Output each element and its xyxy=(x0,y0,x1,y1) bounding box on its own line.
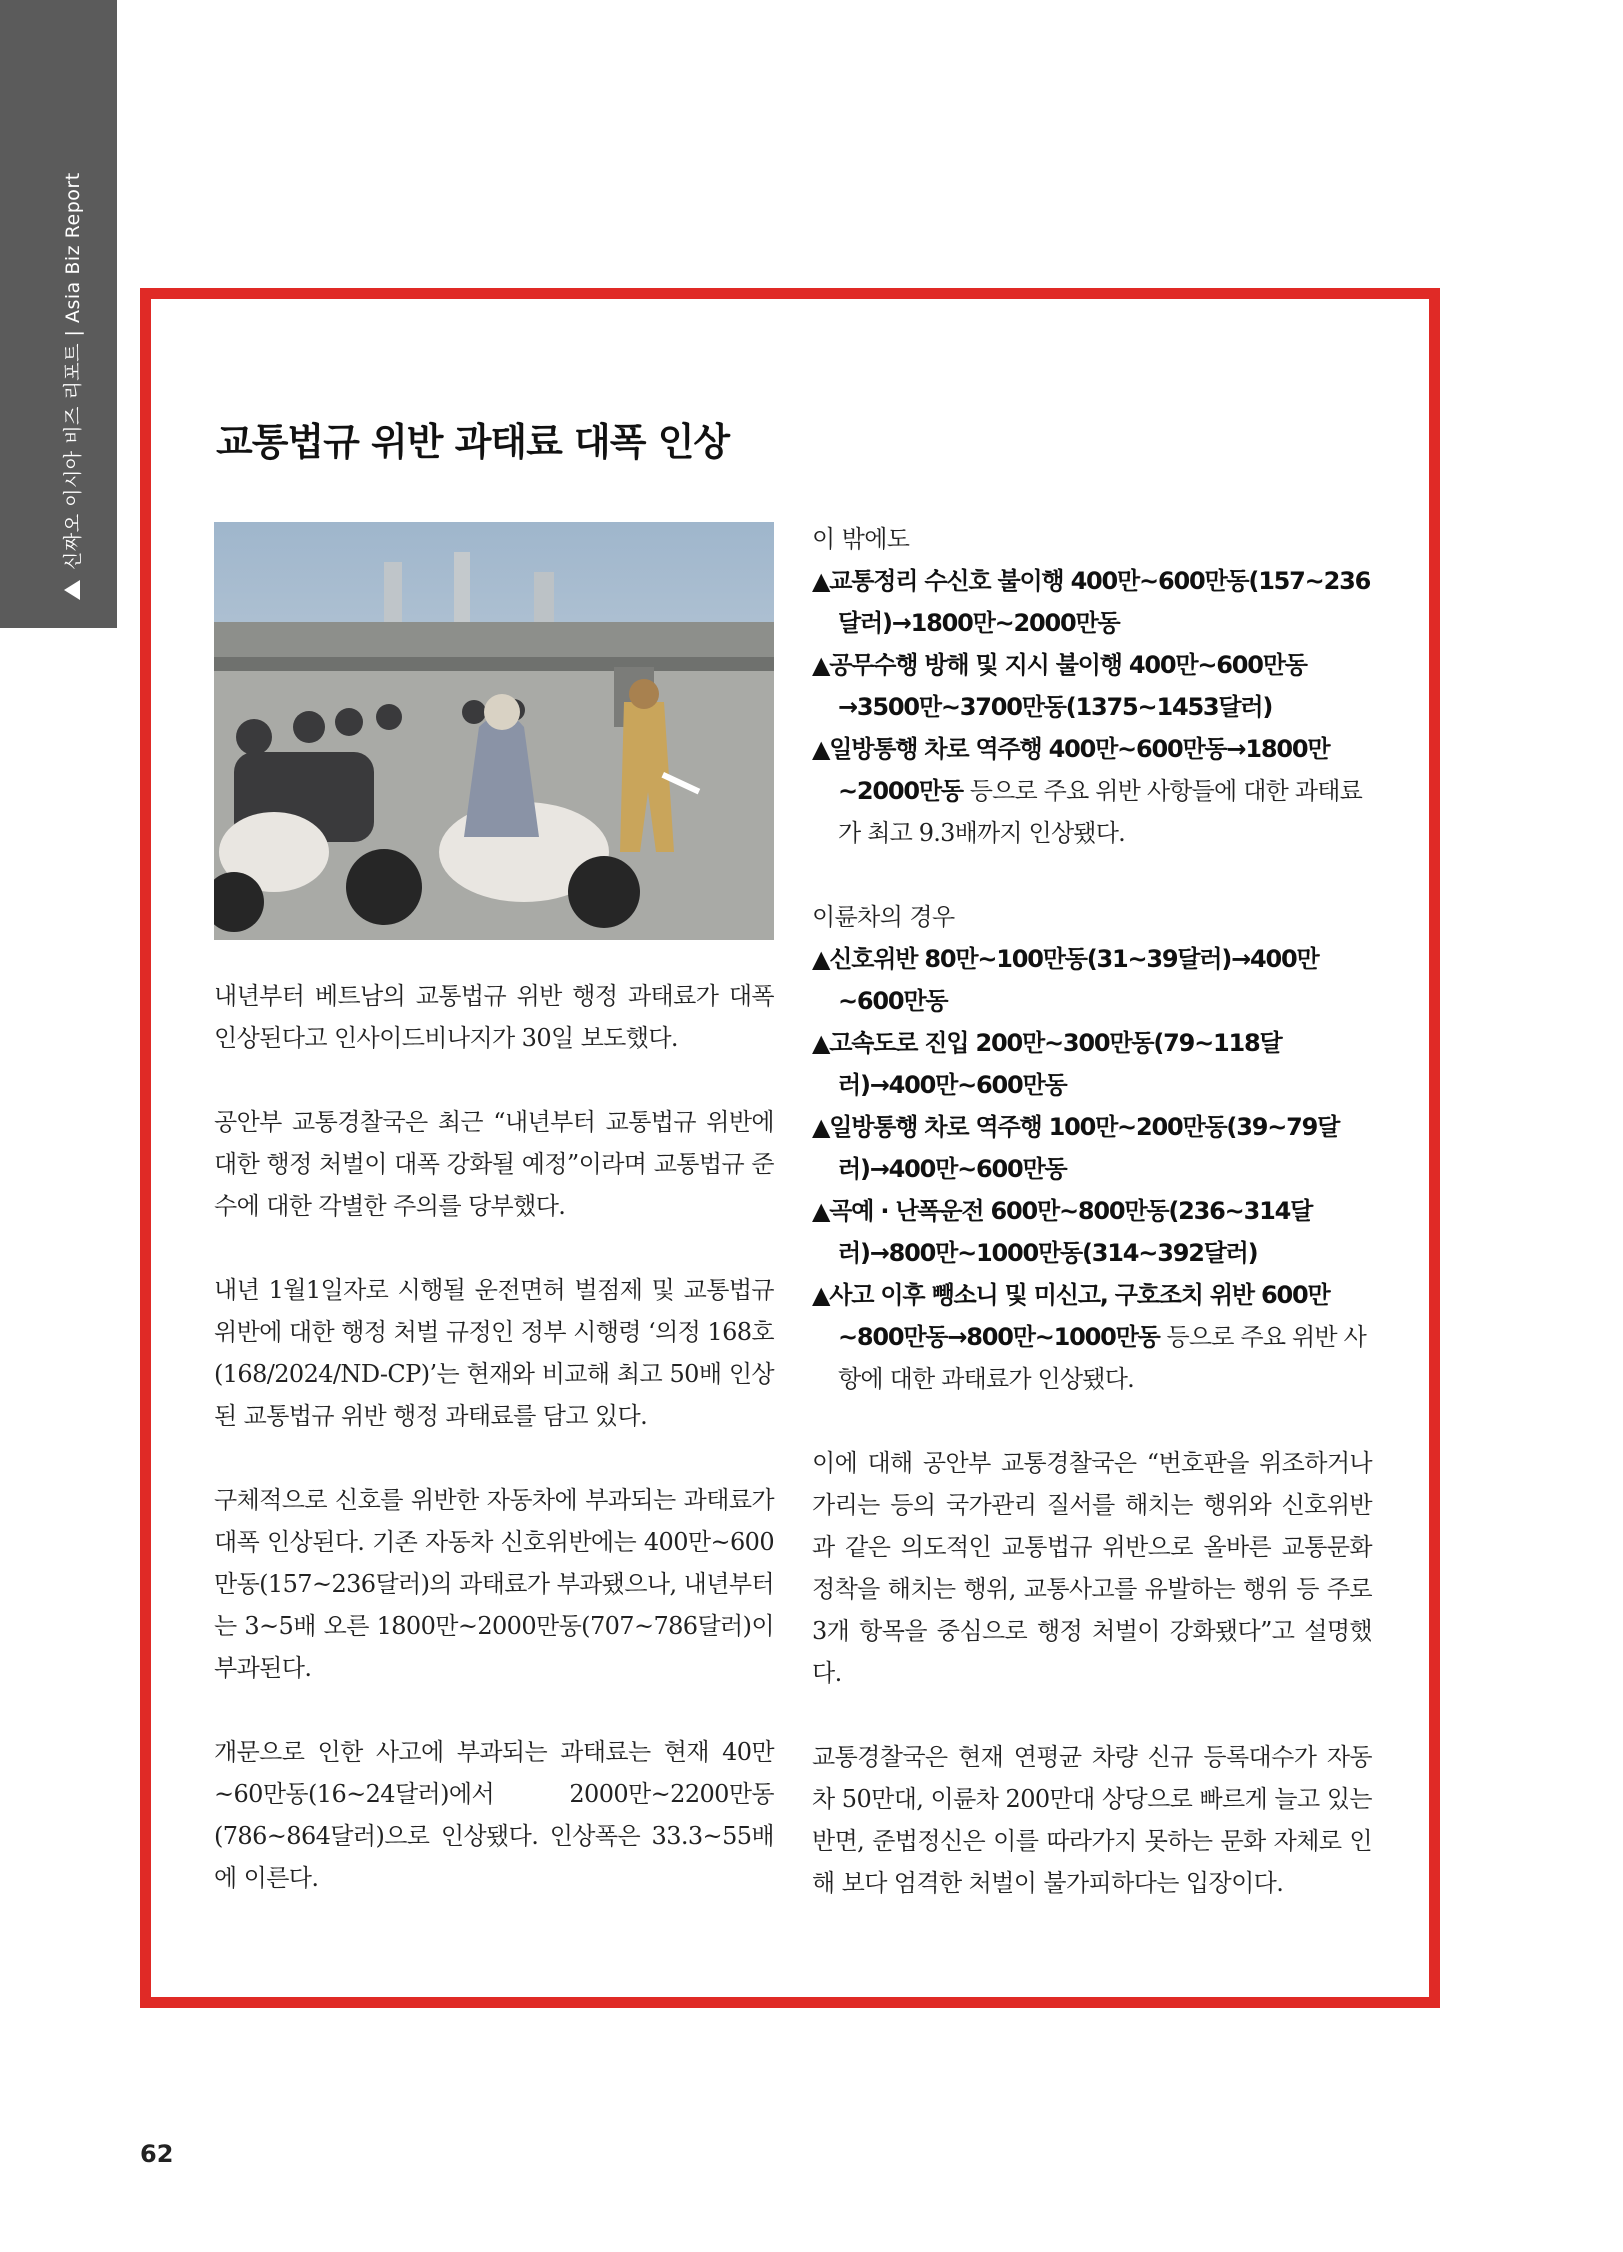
list-item: ▲사고 이후 뺑소니 및 미신고, 구호조치 위반 600만~800만동→800만~1000만동 등으로 주요 위반 사항에 대한 과태료가 인상됐다. xyxy=(812,1281,1367,1393)
page-number: 62 xyxy=(140,2140,174,2168)
right-column xyxy=(812,518,1372,1946)
list-item: ▲고속도로 진입 200만~300만동(79~118달러)→400만~600만동 xyxy=(812,1029,1282,1099)
article-photo xyxy=(214,522,774,940)
list-item: ▲공무수행 방해 및 지시 불이행 400만~600만동→3500만~3700만동(1375~1453달러) xyxy=(812,651,1307,721)
intro-text: 이 밖에도 xyxy=(812,525,910,553)
list-item: ▲신호위반 80만~100만동(31~39달러)→400만~600만동 xyxy=(812,945,1319,1015)
list-item: ▲일방통행 차로 역주행 100만~200만동(39~79달러)→400만~600만동 xyxy=(812,1113,1340,1183)
intro-text: 이륜차의 경우 xyxy=(812,903,955,931)
publication-label: 신짜오 이시아 비즈 리포트 | Asia Biz Report xyxy=(62,172,84,570)
list-item: ▲곡예 · 난폭운전 600만~800만동(236~314달러)→800만~1000만동(314~392달러) xyxy=(812,1197,1313,1267)
article-title: 교통법규 위반 과태료 대폭 인상 xyxy=(216,420,730,465)
list-item: ▲일방통행 차로 역주행 400만~600만동→1800만~2000만동 등으로 주요 위반 사항들에 대한 과태료가 최고 9.3배까지 인상됐다. xyxy=(812,735,1362,847)
paragraph: 내년 1월1일자로 시행될 운전면허 벌점제 및 교통법규 위반에 대한 행정 처벌 규정인 정부 시행령 ‘의정 168호(168/2024/ND-CP)’는 현재와 비교해 최고 50배 인상된 교통법규 위반 행정 과태료를 담고 있다. xyxy=(214,1276,774,1430)
paragraph: 개문으로 인한 사고에 부과되는 과태료는 현재 40만~60만동(16~24달러)에서 2000만~2200만동(786~864달러)으로 인상됐다. 인상폭은 33.3~55배에 이른다. xyxy=(214,1738,774,1892)
traffic-police-photo xyxy=(214,522,774,940)
paragraph: 구체적으로 신호를 위반한 자동차에 부과되는 과태료가 대폭 인상된다. 기존 자동차 신호위반에는 400만~600만동(157~236달러)의 과태료가 부과됐으나, 내년부터는 3~5배 오른 1800만~2000만동(707~786달러)이 부과된다. xyxy=(214,1486,774,1682)
fine-list-cars xyxy=(812,560,1372,854)
left-column xyxy=(214,975,774,1941)
paragraph: 이에 대해 공안부 교통경찰국은 “번호판을 위조하거나 가리는 등의 국가관리 질서를 해치는 행위와 신호위반과 같은 의도적인 교통법규 위반으로 올바른 교통문화 정착을 해치는 행위, 교통사고를 유발하는 행위 등 주로 3개 항목을 중심으로 행정 처벌이 강화됐다”고 설명했다. xyxy=(812,1449,1372,1687)
paragraph: 내년부터 베트남의 교통법규 위반 행정 과태료가 대폭 인상된다고 인사이드비나지가 30일 보도했다. xyxy=(214,982,774,1052)
side-tab-label xyxy=(58,172,85,600)
paragraph: 교통경찰국은 현재 연평균 차량 신규 등록대수가 자동차 50만대, 이륜차 200만대 상당으로 빠르게 늘고 있는 반면, 준법정신은 이를 따라가지 못하는 문화 자체로 인해 보다 엄격한 처벌이 불가피하다는 입장이다. xyxy=(812,1743,1372,1897)
mountain-logo-icon xyxy=(64,580,80,600)
fine-list-motorbikes xyxy=(812,938,1372,1400)
list-item: ▲교통정리 수신호 불이행 400만~600만동(157~236달러)→1800만~2000만동 xyxy=(812,567,1371,637)
paragraph: 공안부 교통경찰국은 최근 “내년부터 교통법규 위반에 대한 행정 처벌이 대폭 강화될 예정”이라며 교통법규 준수에 대한 각별한 주의를 당부했다. xyxy=(214,1108,774,1220)
